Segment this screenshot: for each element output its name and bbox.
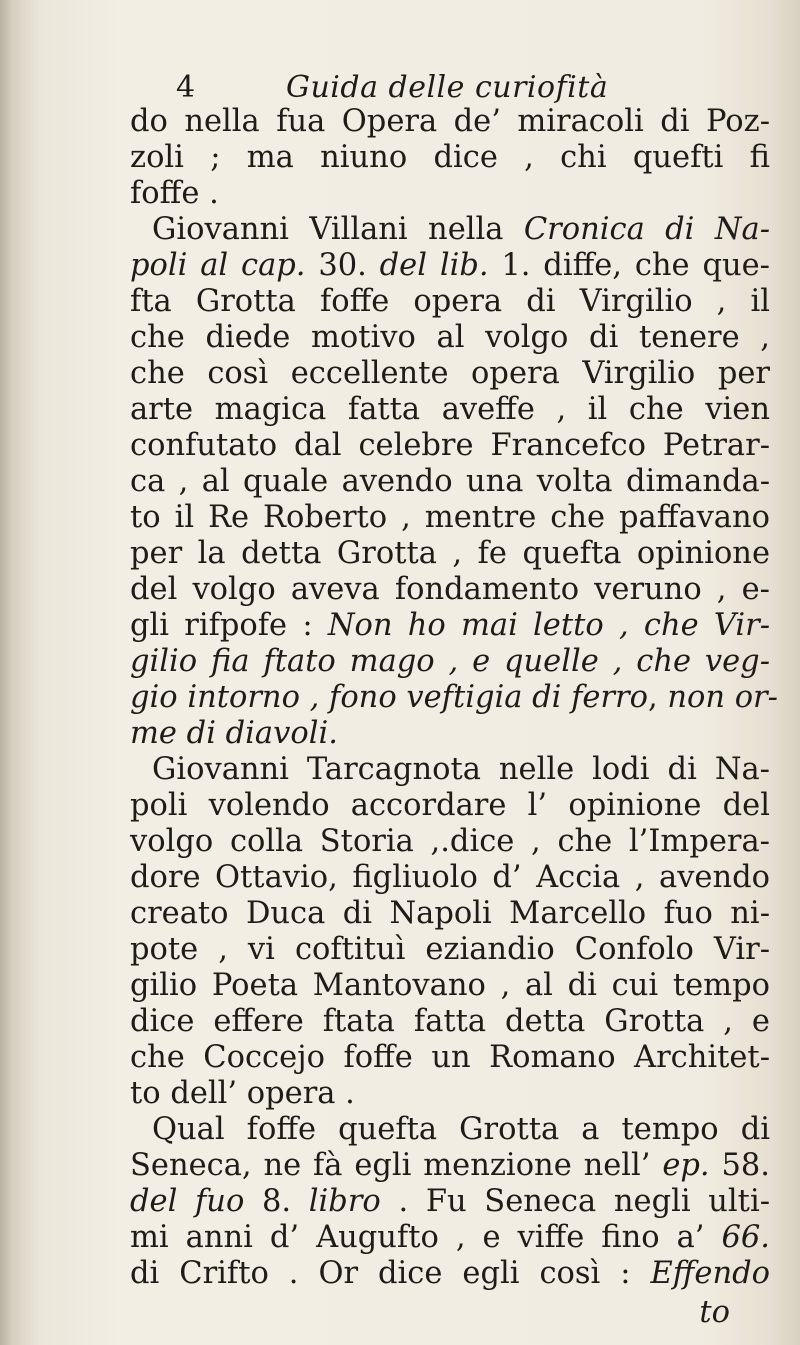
text-segment: 66. xyxy=(721,1220,770,1255)
text-segment: confutato dal celebre Francefco Petrar- xyxy=(130,428,770,463)
text-line xyxy=(130,1220,770,1256)
text-segment: del volgo aveva fondamento veruno , e- xyxy=(130,572,770,607)
text-line xyxy=(130,860,770,896)
text-line xyxy=(130,608,770,644)
text-line xyxy=(130,428,770,464)
text-segment: gilio Poeta Mantovano , al di cui tempo xyxy=(130,968,770,1003)
text-line xyxy=(130,1184,770,1220)
text-segment: Effendo xyxy=(650,1256,770,1291)
text-segment: 1. diffe, che que- xyxy=(488,248,770,283)
text-segment: do nella fua Opera de’ miracoli di Poz- xyxy=(130,104,770,139)
text-segment: creato Duca di Napoli Marcello fuo ni- xyxy=(130,896,770,931)
text-segment: Non ho mai letto , che Vir- xyxy=(327,608,770,643)
text-line xyxy=(130,572,770,608)
text-segment: gli rifpofe : xyxy=(130,608,328,643)
text-segment: , xyxy=(647,680,668,715)
page-spine-shadow xyxy=(0,0,22,1345)
text-segment: che così eccellente opera Virgilio per xyxy=(130,356,770,391)
text-segment: ep. xyxy=(662,1148,710,1183)
text-segment: 8. xyxy=(244,1184,309,1219)
text-segment: dice effere ftata fatta detta Grotta , e xyxy=(130,1004,770,1039)
text-segment: gio intorno , fono veftigia di ferro xyxy=(130,680,648,715)
text-segment: libro xyxy=(308,1184,381,1219)
text-line xyxy=(130,932,770,968)
text-segment: mi anni d’ Augufto , e viffe fino a’ xyxy=(130,1220,722,1255)
text-segment: poli volendo accordare l’ opinione del xyxy=(130,788,770,823)
text-segment: 30. xyxy=(305,248,380,283)
text-line xyxy=(130,536,770,572)
text-segment: poli al cap. xyxy=(130,248,306,283)
text-segment: di Crifto . Or dice egli così : xyxy=(130,1256,651,1291)
text-line xyxy=(130,824,770,860)
text-line xyxy=(130,788,770,824)
text-segment: del fuo xyxy=(130,1184,245,1219)
text-line xyxy=(130,1076,770,1112)
text-segment: me di diavoli. xyxy=(130,716,338,751)
text-segment: del lib. xyxy=(379,248,489,283)
text-segment: Cronica di Na- xyxy=(523,212,770,247)
text-line xyxy=(130,356,770,392)
text-line xyxy=(130,896,770,932)
text-line xyxy=(130,752,770,788)
text-segment: . Fu Seneca negli ulti- xyxy=(380,1184,770,1219)
text-segment: to il Re Roberto , mentre che paffavano xyxy=(130,500,770,535)
text-segment: ca , al quale avendo una volta dimanda- xyxy=(130,464,770,499)
text-line xyxy=(130,644,770,680)
text-line xyxy=(130,500,770,536)
text-line xyxy=(130,392,770,428)
text-segment: pote , vi coftituì eziandio Confolo Vir- xyxy=(130,932,770,967)
text-line xyxy=(130,968,770,1004)
text-line xyxy=(130,104,770,140)
catchword-line xyxy=(130,1295,770,1331)
text-segment: Qual foffe quefta Grotta a tempo di xyxy=(152,1112,770,1147)
text-line xyxy=(130,464,770,500)
text-segment: fta Grotta foffe opera di Virgilio , il xyxy=(130,284,770,319)
text-line xyxy=(130,248,770,284)
text-line xyxy=(130,1040,770,1076)
text-line xyxy=(130,140,770,176)
text-line xyxy=(130,1256,770,1292)
page-number: 4 xyxy=(176,70,196,105)
text-segment: non or- xyxy=(667,680,778,715)
text-segment: dore Ottavio, figliuolo d’ Accia , avendo xyxy=(130,860,770,895)
text-segment: zoli ; ma niuno dice , chi quefti fi xyxy=(130,140,770,175)
text-line xyxy=(130,284,770,320)
text-segment: per la detta Grotta , fe quefta opinione xyxy=(130,536,770,571)
text-line xyxy=(130,1148,770,1184)
text-segment: Giovanni Villani nella xyxy=(152,212,524,247)
text-segment: foffe . xyxy=(130,176,219,211)
text-line xyxy=(130,176,770,212)
text-line xyxy=(130,1112,770,1148)
text-segment: Giovanni Tarcagnota nelle lodi di Na- xyxy=(152,752,770,787)
text-segment: 58. xyxy=(709,1148,770,1183)
text-segment: che Coccejo foffe un Romano Architet- xyxy=(130,1040,770,1075)
catchword: to xyxy=(699,1295,730,1330)
running-title: Guida delle curiofità xyxy=(286,70,609,105)
text-line xyxy=(130,320,770,356)
text-segment: volgo colla Storia ,.dice , che l’Impera- xyxy=(130,824,770,859)
text-segment: arte magica fatta aveffe , il che vien xyxy=(130,392,770,427)
text-line xyxy=(130,716,770,752)
text-segment: che diede motivo al volgo di tenere , xyxy=(130,320,770,355)
text-segment: gilio fia ftato mago , e quelle , che veg- xyxy=(130,644,770,679)
text-line xyxy=(130,1004,770,1040)
body-text xyxy=(130,104,778,1292)
text-segment: to dell’ opera . xyxy=(130,1076,355,1111)
text-segment: Seneca, ne fà egli menzione nell’ xyxy=(130,1148,663,1183)
text-line xyxy=(130,680,778,716)
text-line xyxy=(130,212,770,248)
